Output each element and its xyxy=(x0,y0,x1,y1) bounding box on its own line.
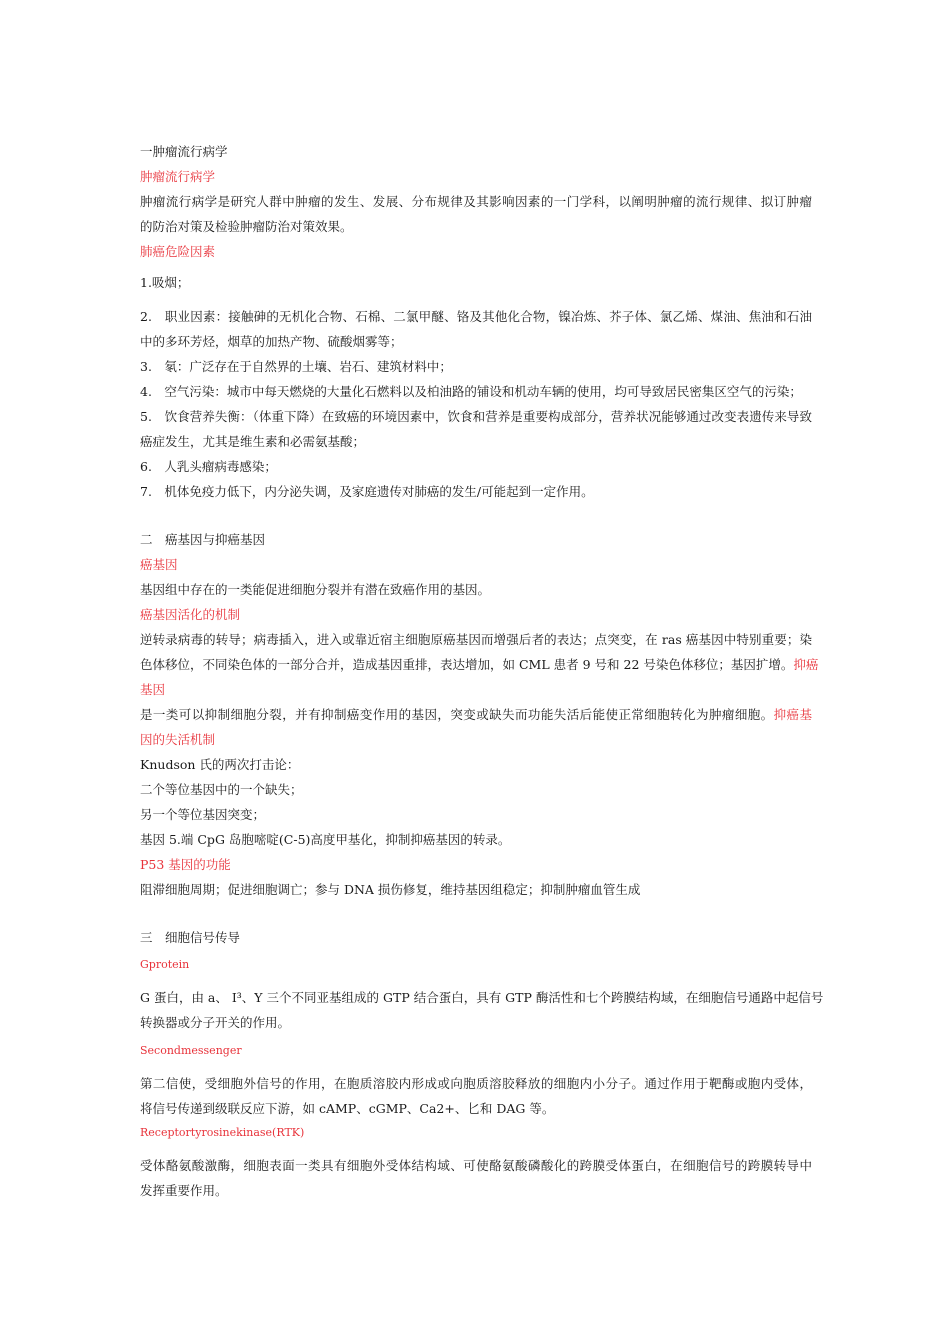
heading-gprotein: Gprotein xyxy=(140,958,190,971)
section-1-title: 一肿瘤流行病学 xyxy=(140,144,228,159)
heading-inactivation-end: 因的失活机制 xyxy=(140,732,216,747)
suppressor-definition xyxy=(140,706,812,724)
activation-line-2-text: 色体移位，不同染色体的一部分合并，造成基因重排，表达增加，如 CML 患者 9 号和 22 号染色体移位；基因扩增。 xyxy=(140,657,794,672)
rtk-line-2: 发挥重要作用。 xyxy=(140,1183,228,1198)
risk-item-2-line-1: 2. 职业因素：接触砷的无机化合物、石棉、二氯甲醚、铬及其他化合物，镍冶炼、芥子体、氯乙烯、煤油、焦油和石油 xyxy=(140,309,812,324)
definition-line-1: 肿瘤流行病学是研究人群中肿瘤的发生、发展、分布规律及其影响因素的一门学科，以阐明肿瘤的流行规律、拟订肿瘤 xyxy=(140,194,812,209)
risk-item-5-line-2: 癌症发生，尤其是维生素和必需氨基酸； xyxy=(140,434,366,449)
heading-second-messenger: Secondmessenger xyxy=(140,1044,242,1057)
promoter-methylation: 基因 5.端 CpG 岛胞嘧啶(C-5)高度甲基化，抑制抑癌基因的转录。 xyxy=(140,832,511,847)
gprotein-line-1: G 蛋白，由 a、 I³、Y 三个不同亚基组成的 GTP 结合蛋白，具有 GTP 酶活性和七个跨膜结构域，在细胞信号通路中起信号 xyxy=(140,990,824,1005)
risk-item-2-line-2: 中的多环芳烃，烟草的加热产物、硫酸烟雾等； xyxy=(140,334,403,349)
gprotein-line-2: 转换器或分子开关的作用。 xyxy=(140,1015,291,1030)
risk-item-7: 7. 机体免疫力低下，内分泌失调，及家庭遗传对肺癌的发生/可能起到一定作用。 xyxy=(140,484,594,499)
heading-inactivation-start: 抑癌基 xyxy=(773,707,812,722)
heading-suppressor-end: 基因 xyxy=(140,682,166,697)
heading-p53: P53 基因的功能 xyxy=(140,857,231,872)
risk-item-3: 3. 氡：广泛存在于自然界的土壤、岩石、建筑材料中； xyxy=(140,359,452,374)
section-3-title: 三 细胞信号传导 xyxy=(140,930,241,945)
heading-tumor-epidemiology: 肿瘤流行病学 xyxy=(140,169,216,184)
activation-line-1: 逆转录病毒的转导；病毒插入，进入或靠近宿主细胞原癌基因而增强后者的表达；点突变，在 ras 癌基因中特别重要；染 xyxy=(140,632,812,647)
heading-oncogene: 癌基因 xyxy=(140,557,178,572)
knudson-theory: Knudson 氏的两次打击论： xyxy=(140,757,300,772)
risk-item-6: 6. 人乳头瘤病毒感染； xyxy=(140,459,277,474)
heading-lung-cancer-risk: 肺癌危险因素 xyxy=(140,244,216,259)
rtk-line-1: 受体酪氨酸激酶，细胞表面一类具有细胞外受体结构域、可使酪氨酸磷酸化的跨膜受体蛋白，在细胞信号的跨膜转导中 xyxy=(140,1158,812,1173)
suppressor-definition-text: 是一类可以抑制细胞分裂，并有抑制癌变作用的基因，突变或缺失而功能失活后能使正常细胞转化为肿瘤细胞。 xyxy=(140,707,774,722)
heading-rtk: Receptortyrosinekinase(RTK) xyxy=(140,1126,305,1139)
second-messenger-line-1: 第二信使，受细胞外信号的作用，在胞质溶胶内形成或向胞质溶胶释放的细胞内小分子。通过作用于靶酶或胞内受体， xyxy=(140,1076,812,1091)
p53-functions: 阻滞细胞周期；促进细胞调亡；参与 DNA 损伤修复，维持基因组稳定；抑制肿瘤血管生成 xyxy=(140,882,641,897)
allele-mutation: 另一个等位基因突变； xyxy=(140,807,266,822)
definition-line-2: 的防治对策及检验肿瘤防治对策效果。 xyxy=(140,219,353,234)
activation-line-2 xyxy=(140,656,819,674)
oncogene-definition: 基因组中存在的一类能促进细胞分裂并有潜在致癌作用的基因。 xyxy=(140,582,491,597)
allele-deletion: 二个等位基因中的一个缺失； xyxy=(140,782,303,797)
risk-item-4: 4. 空气污染：城市中每天燃烧的大量化石燃料以及柏油路的铺设和机动车辆的使用，均可导致居民密集区空气的污染； xyxy=(140,384,802,399)
heading-suppressor-start: 抑癌 xyxy=(793,657,819,672)
heading-oncogene-activation: 癌基因活化的机制 xyxy=(140,607,241,622)
risk-item-5-line-1: 5. 饮食营养失衡：（体重下降）在致癌的环境因素中，饮食和营养是重要构成部分，营养状况能够通过改变表遗传来导致 xyxy=(140,409,812,424)
risk-item-1: 1.吸烟； xyxy=(140,275,190,290)
section-2-title: 二 癌基因与抑癌基因 xyxy=(140,532,266,547)
second-messenger-line-2: 将信号传递到级联反应下游，如 cAMP、cGMP、Ca2+、匕和 DAG 等。 xyxy=(140,1101,555,1116)
